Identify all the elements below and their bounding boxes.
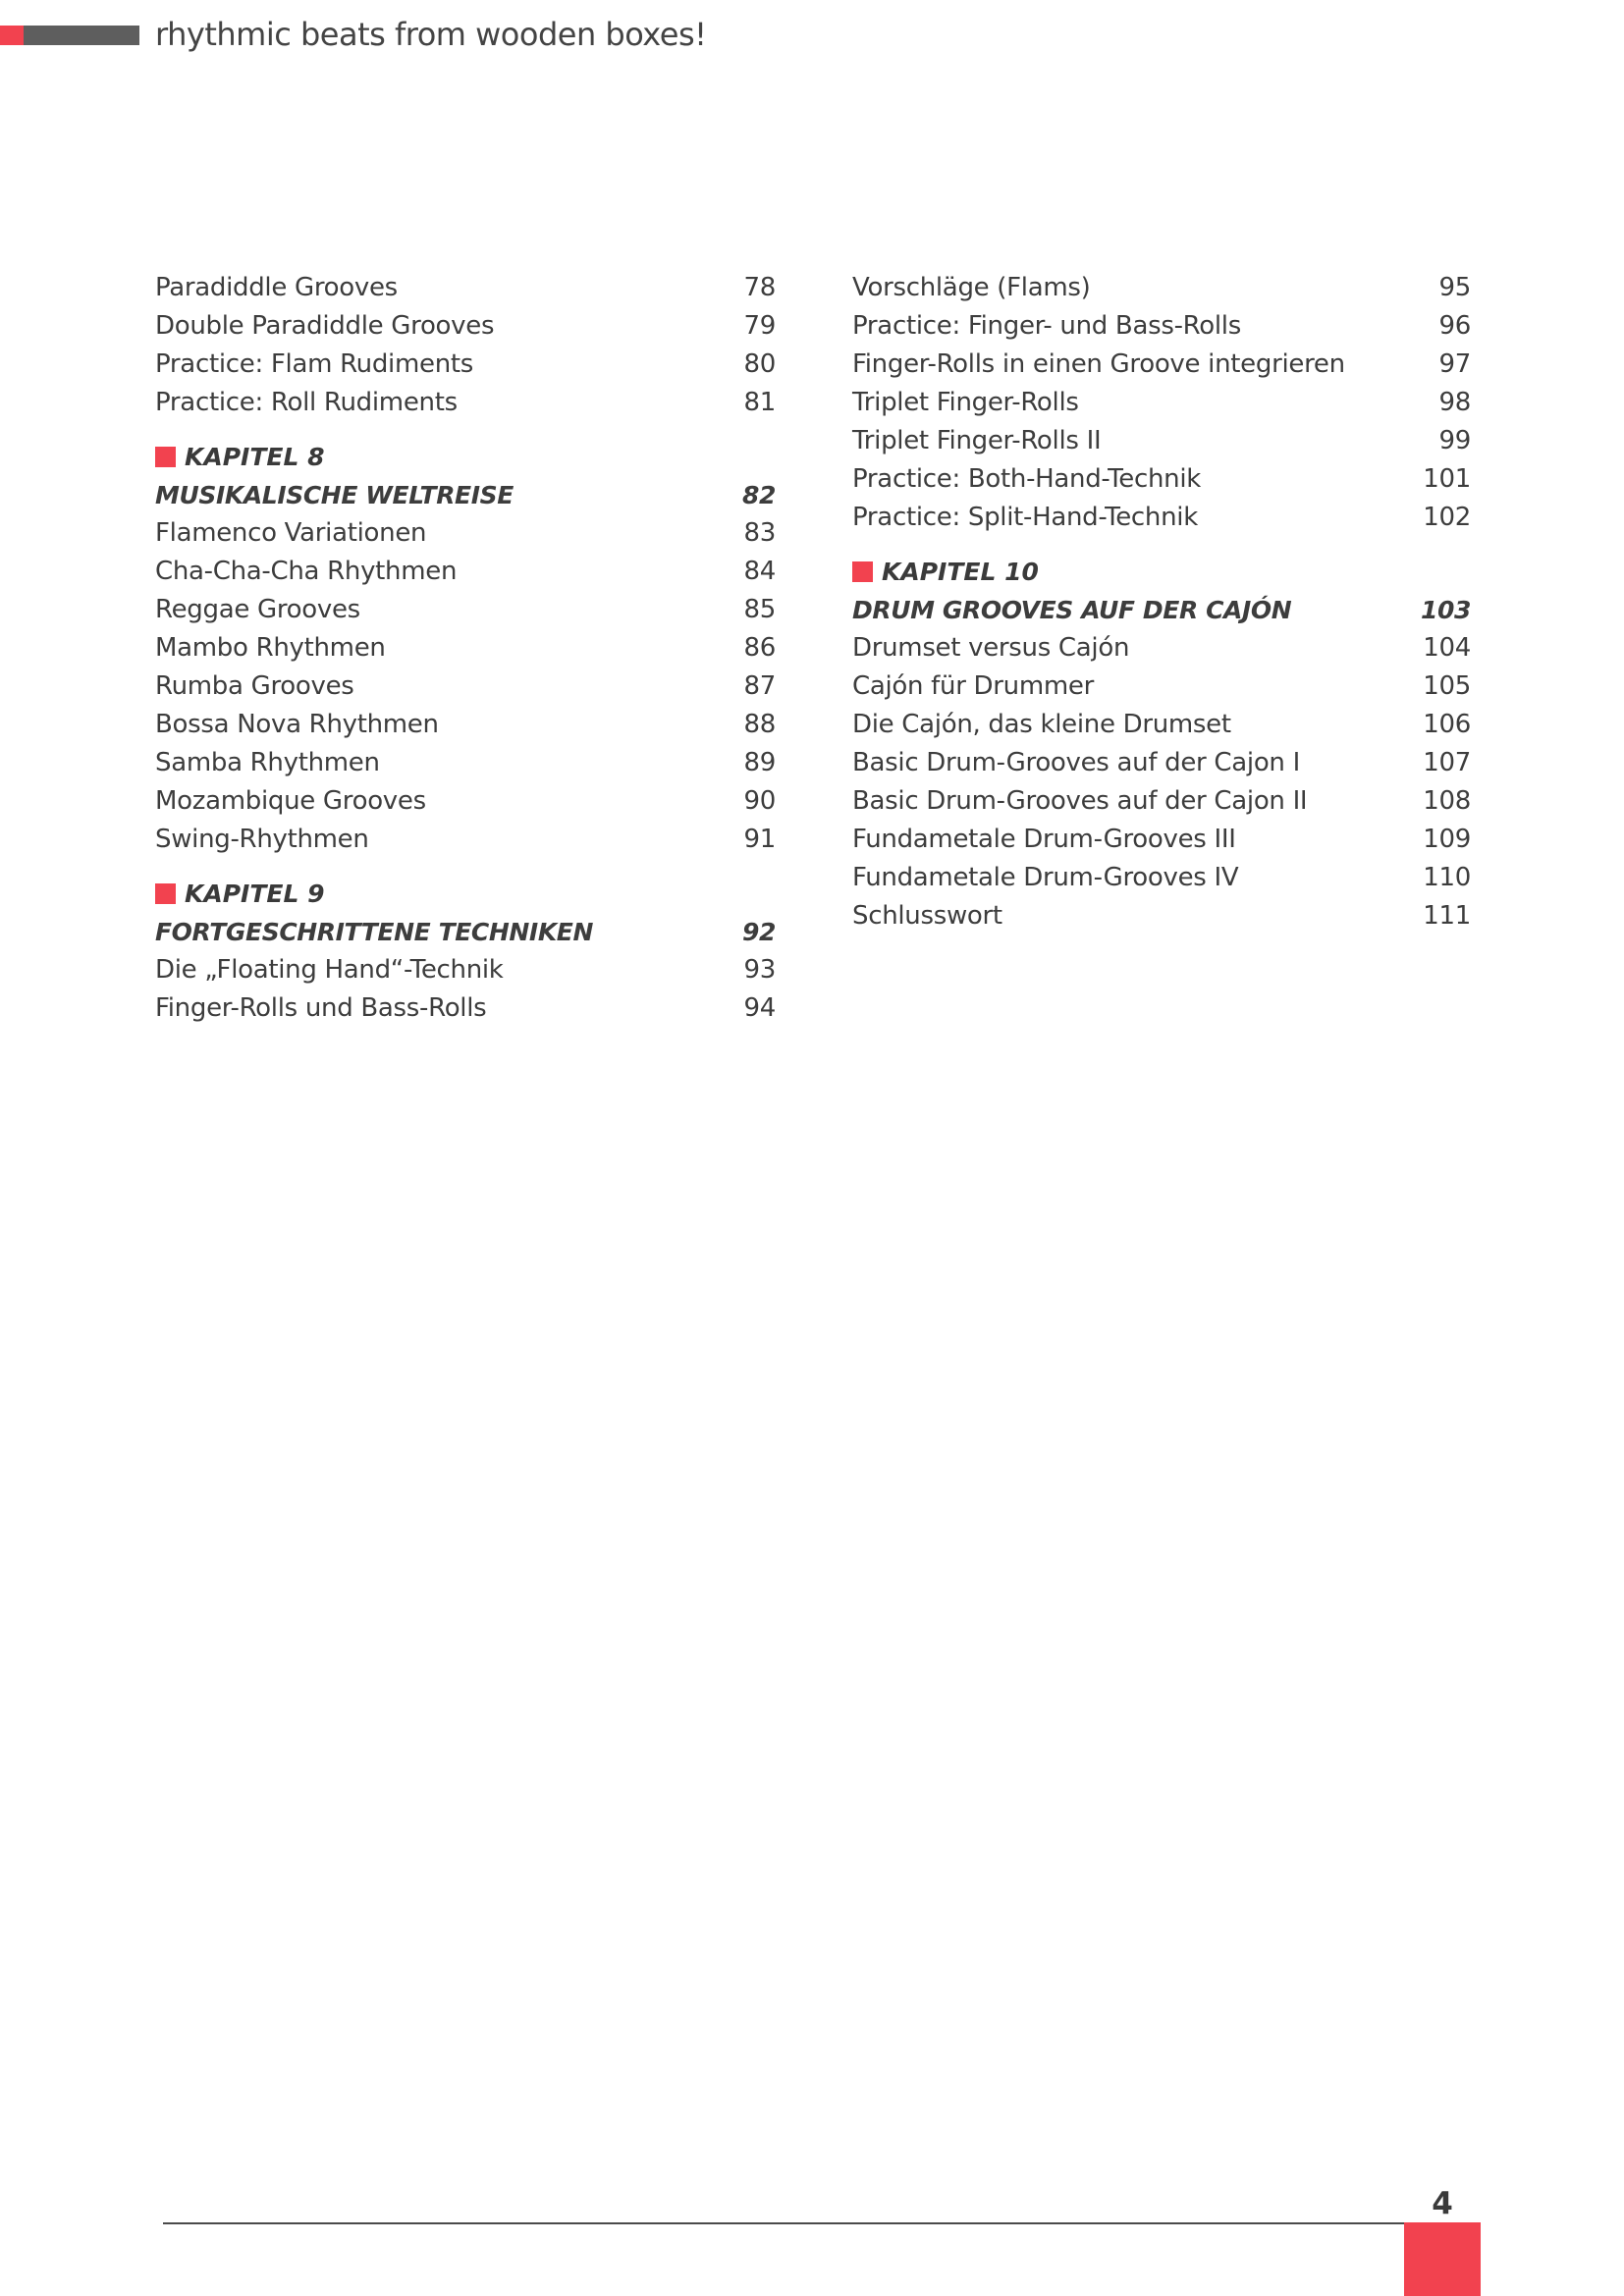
header-grey-bar: [24, 26, 139, 45]
toc-entry-title: Basic Drum-Grooves auf der Cajon II: [852, 786, 1308, 816]
toc-entry-title: Mozambique Grooves: [155, 786, 426, 816]
toc-entry-title: Practice: Roll Rudiments: [155, 388, 458, 417]
toc-entry-page: 95: [1438, 273, 1471, 302]
toc-group: [155, 951, 776, 1028]
toc-entry[interactable]: [155, 553, 776, 591]
toc-entry[interactable]: [155, 782, 776, 821]
toc-entry-page: 108: [1423, 786, 1471, 816]
toc-entry-title: Reggae Grooves: [155, 595, 360, 624]
toc-entry[interactable]: [155, 591, 776, 629]
header-accent-bar: [0, 26, 24, 45]
toc-entry-title: Finger-Rolls in einen Groove integrieren: [852, 349, 1345, 379]
chapter-10-title: DRUM GROOVES AUF DER CAJÓN: [852, 596, 1292, 624]
toc-entry[interactable]: [155, 269, 776, 307]
toc-entry[interactable]: [155, 346, 776, 384]
toc-entry-page: 79: [743, 311, 776, 341]
toc-entry-page: 96: [1438, 311, 1471, 341]
toc-entry[interactable]: [155, 744, 776, 782]
toc-entry[interactable]: [852, 706, 1471, 744]
toc-entry-page: 111: [1423, 901, 1471, 931]
toc-entry-title: Practice: Both-Hand-Technik: [852, 464, 1202, 494]
toc-entry-page: 83: [743, 518, 776, 548]
chapter-8-title: MUSIKALISCHE WELTREISE: [155, 481, 514, 509]
toc-entry[interactable]: [852, 859, 1471, 897]
toc-entry-title: Mambo Rhythmen: [155, 633, 386, 663]
running-header-title: rhythmic beats from wooden boxes!: [155, 16, 707, 53]
toc-entry-title: Practice: Finger- und Bass-Rolls: [852, 311, 1241, 341]
toc-entry-page: 101: [1423, 464, 1471, 494]
toc-entry-page: 85: [743, 595, 776, 624]
chapter-10-label: KAPITEL 10: [882, 558, 1039, 586]
toc-entry-page: 87: [743, 671, 776, 701]
toc-entry[interactable]: [155, 989, 776, 1028]
toc-entry-page: 110: [1423, 863, 1471, 892]
toc-entry-title: Paradiddle Grooves: [155, 273, 398, 302]
toc-entry-page: 86: [743, 633, 776, 663]
toc-entry-title: Vorschläge (Flams): [852, 273, 1091, 302]
chapter-8-heading: [155, 438, 776, 476]
toc-entry-title: Fundametale Drum-Grooves III: [852, 825, 1236, 854]
toc-entry-title: Rumba Grooves: [155, 671, 354, 701]
toc-entry[interactable]: [155, 667, 776, 706]
toc-entry-title: Samba Rhythmen: [155, 748, 380, 777]
chapter-9-heading: [155, 875, 776, 913]
chapter-9-page: 92: [742, 918, 776, 946]
toc-entry[interactable]: [852, 422, 1471, 460]
toc-entry[interactable]: [852, 460, 1471, 499]
chapter-9-title: FORTGESCHRITTENE TECHNIKEN: [155, 918, 593, 946]
toc-entry-title: Basic Drum-Grooves auf der Cajon I: [852, 748, 1300, 777]
chapter-8-page: 82: [742, 481, 776, 509]
chapter-10-title-row[interactable]: [852, 591, 1471, 629]
chapter-8-title-row[interactable]: [155, 476, 776, 514]
toc-entry[interactable]: [852, 499, 1471, 537]
toc-entry-page: 106: [1423, 710, 1471, 739]
chapter-9-title-row[interactable]: [155, 913, 776, 951]
chapter-marker-square: [155, 883, 176, 904]
toc-entry-title: Die „Floating Hand“-Technik: [155, 955, 504, 985]
toc-entry-title: Schlusswort: [852, 901, 1002, 931]
toc-entry-title: Double Paradiddle Grooves: [155, 311, 495, 341]
toc-entry[interactable]: [852, 629, 1471, 667]
toc-group: [852, 269, 1471, 537]
toc-entry-page: 104: [1423, 633, 1471, 663]
chapter-8-label: KAPITEL 8: [185, 443, 325, 471]
toc-entry[interactable]: [155, 384, 776, 422]
toc-entry-page: 88: [743, 710, 776, 739]
toc-entry-page: 97: [1438, 349, 1471, 379]
toc-entry[interactable]: [155, 629, 776, 667]
toc-left-column: [155, 269, 776, 1028]
toc-right-column: [852, 269, 1471, 935]
chapter-10-heading: [852, 553, 1471, 591]
toc-entry-page: 93: [743, 955, 776, 985]
toc-entry-page: 94: [743, 993, 776, 1023]
toc-entry[interactable]: [155, 821, 776, 859]
toc-entry-title: Practice: Flam Rudiments: [155, 349, 474, 379]
toc-entry-page: 90: [743, 786, 776, 816]
toc-entry[interactable]: [155, 951, 776, 989]
toc-group: [852, 629, 1471, 935]
toc-entry[interactable]: [155, 706, 776, 744]
toc-entry[interactable]: [155, 307, 776, 346]
toc-entry-title: Bossa Nova Rhythmen: [155, 710, 439, 739]
toc-entry-page: 84: [743, 557, 776, 586]
footer-accent-block: [1404, 2222, 1481, 2296]
toc-entry[interactable]: [852, 667, 1471, 706]
toc-entry-page: 81: [743, 388, 776, 417]
toc-entry-title: Finger-Rolls und Bass-Rolls: [155, 993, 487, 1023]
toc-entry-page: 105: [1423, 671, 1471, 701]
chapter-marker-square: [852, 561, 873, 582]
toc-entry-title: Drumset versus Cajón: [852, 633, 1130, 663]
toc-entry[interactable]: [852, 384, 1471, 422]
toc-entry-title: Die Cajón, das kleine Drumset: [852, 710, 1231, 739]
toc-entry-title: Cha-Cha-Cha Rhythmen: [155, 557, 458, 586]
toc-entry-title: Practice: Split-Hand-Technik: [852, 503, 1198, 532]
toc-entry-page: 80: [743, 349, 776, 379]
toc-group: [155, 269, 776, 422]
toc-entry-title: Flamenco Variationen: [155, 518, 427, 548]
toc-entry-page: 102: [1423, 503, 1471, 532]
toc-entry-page: 109: [1423, 825, 1471, 854]
toc-entry-title: Swing-Rhythmen: [155, 825, 369, 854]
toc-entry-page: 98: [1438, 388, 1471, 417]
page-number: 4: [1432, 2186, 1453, 2221]
footer-rule: [163, 2222, 1481, 2224]
toc-entry-page: 99: [1438, 426, 1471, 455]
toc-entry[interactable]: [852, 744, 1471, 782]
toc-group: [155, 514, 776, 859]
toc-entry[interactable]: [852, 346, 1471, 384]
toc-entry[interactable]: [852, 821, 1471, 859]
toc-entry-title: Triplet Finger-Rolls: [852, 388, 1079, 417]
toc-entry-title: Fundametale Drum-Grooves IV: [852, 863, 1239, 892]
toc-entry[interactable]: [852, 782, 1471, 821]
toc-entry[interactable]: [155, 514, 776, 553]
chapter-marker-square: [155, 447, 176, 467]
chapter-9-label: KAPITEL 9: [185, 880, 325, 908]
toc-entry-page: 91: [743, 825, 776, 854]
toc-entry-title: Cajón für Drummer: [852, 671, 1094, 701]
toc-entry[interactable]: [852, 307, 1471, 346]
toc-entry[interactable]: [852, 269, 1471, 307]
toc-entry[interactable]: [852, 897, 1471, 935]
toc-entry-page: 89: [743, 748, 776, 777]
toc-entry-title: Triplet Finger-Rolls II: [852, 426, 1102, 455]
toc-entry-page: 78: [743, 273, 776, 302]
chapter-10-page: 103: [1421, 596, 1471, 624]
toc-entry-page: 107: [1423, 748, 1471, 777]
